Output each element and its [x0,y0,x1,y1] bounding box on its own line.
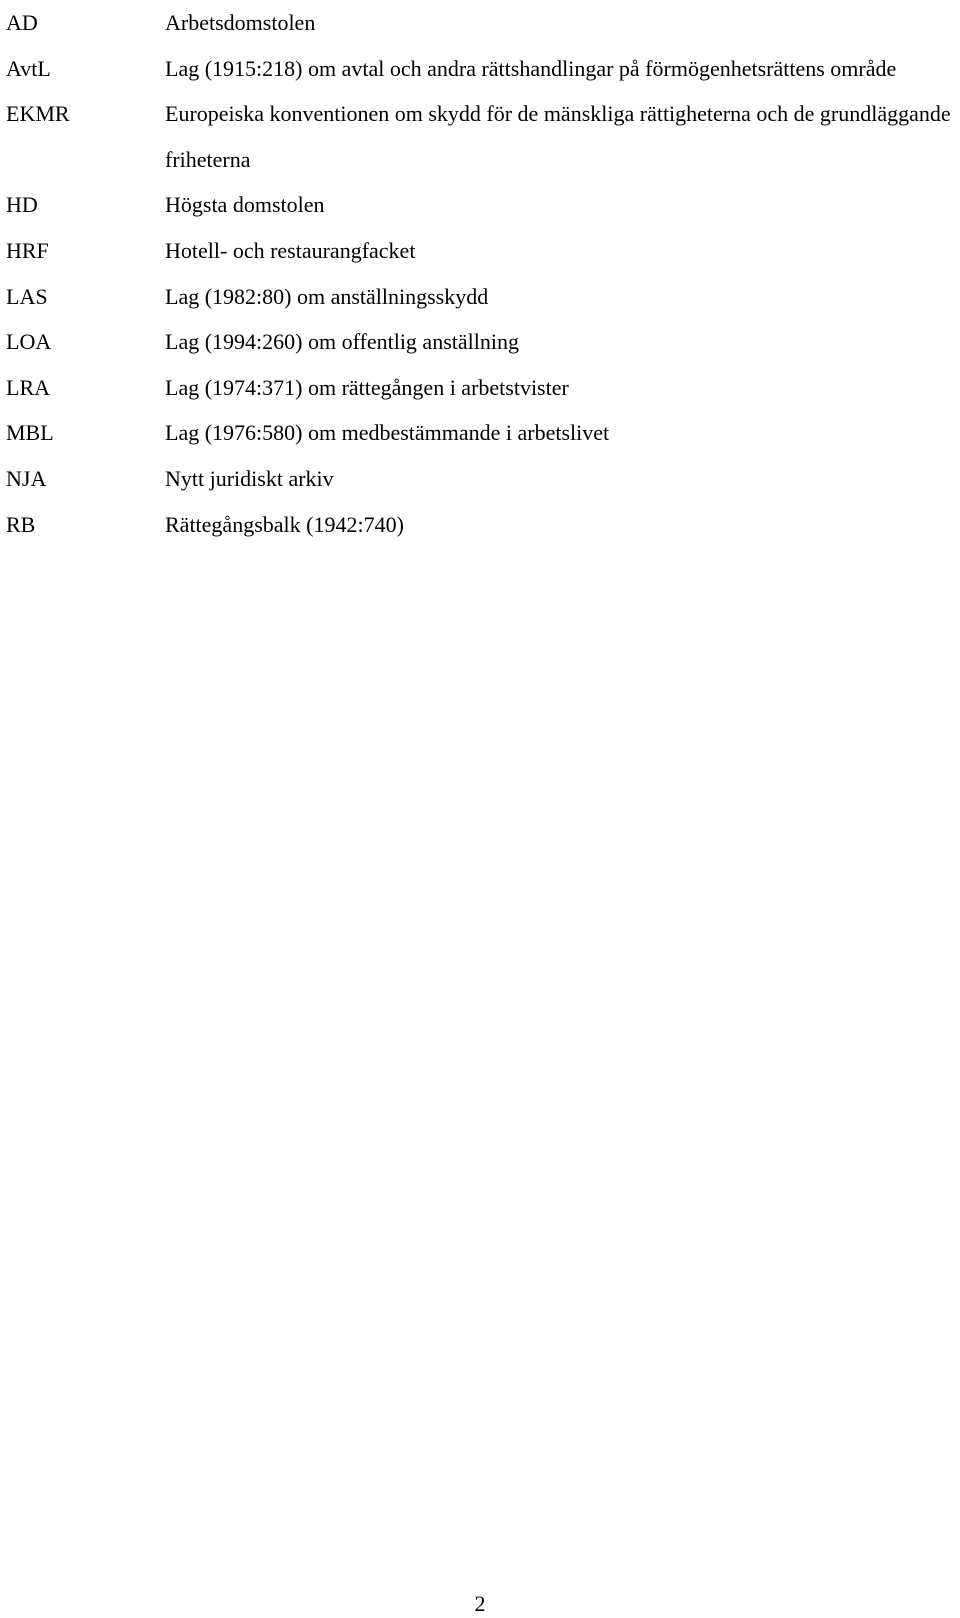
abbreviation-term: LRA [6,374,50,400]
abbreviation-term: EKMR [6,101,70,127]
abbreviation-term: AD [6,10,38,35]
abbreviation-term: LAS [6,283,48,309]
abbreviation-term: RB [6,511,36,537]
abbreviation-row [6,91,956,182]
abbreviation-term: HD [6,192,38,218]
abbreviation-definition: Lag (1974:371) om rättegången i arbetstvister [165,374,569,400]
abbreviation-row [6,502,956,548]
abbreviation-definition: Nytt juridiskt arkiv [165,465,334,491]
abbreviation-list [6,0,956,547]
abbreviation-definition: Arbetsdomstolen [165,10,316,35]
abbreviation-row [6,46,956,92]
abbreviation-term: MBL [6,420,54,446]
abbreviation-definition: Lag (1915:218) om avtal och andra rättshandlingar på förmögenhetsrättens område [165,55,897,81]
abbreviation-term: HRF [6,237,49,263]
abbreviation-definition: Europeiska konventionen om skydd för de mänskliga rättigheterna och de grundläggande friheterna [165,101,951,172]
abbreviation-definition: Lag (1994:260) om offentlig anställning [165,329,519,355]
abbreviation-definition: Högsta domstolen [165,192,325,218]
abbreviation-row [6,182,956,228]
abbreviation-term: NJA [6,465,47,491]
abbreviation-definition: Lag (1982:80) om anställningsskydd [165,283,489,309]
abbreviation-row [6,456,956,502]
abbreviation-term: LOA [6,329,52,355]
abbreviation-row [6,228,956,274]
abbreviation-definition: Lag (1976:580) om medbestämmande i arbetslivet [165,420,610,446]
abbreviation-row [6,0,956,46]
abbreviation-row [6,365,956,411]
abbreviation-row [6,319,956,365]
abbreviation-definition: Hotell- och restaurangfacket [165,237,416,263]
page-number: 2 [474,1591,486,1616]
abbreviation-term: AvtL [6,55,51,81]
abbreviation-row [6,274,956,320]
abbreviation-definition: Rättegångsbalk (1942:740) [165,511,404,537]
abbreviation-row [6,410,956,456]
